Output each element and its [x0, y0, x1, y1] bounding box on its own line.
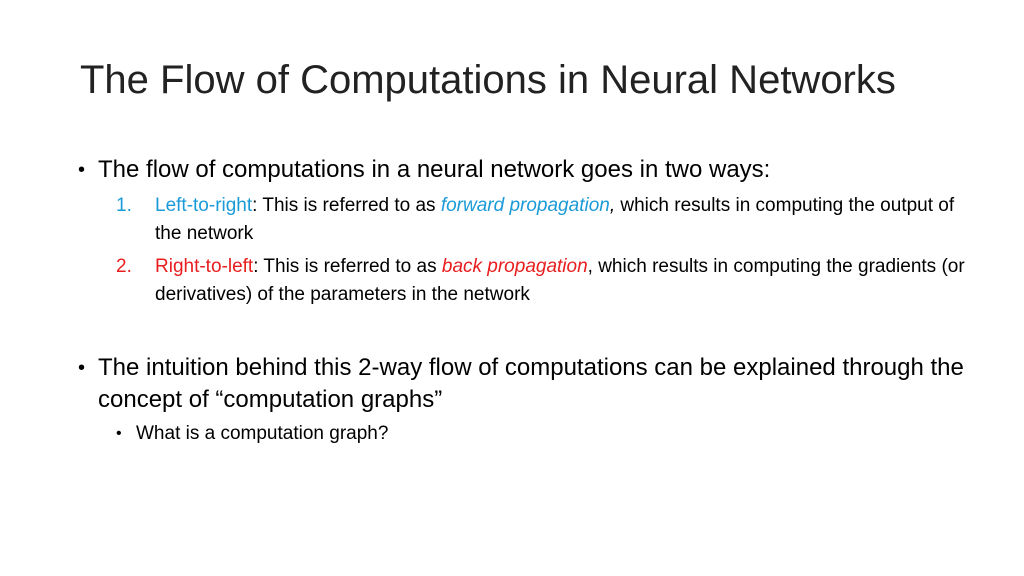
sub-bullet-dot: •	[116, 425, 122, 442]
numbered-list	[78, 192, 978, 309]
spacer	[78, 314, 978, 352]
bullet-intuition	[78, 352, 978, 416]
term-forward-propagation: forward propagation	[440, 195, 610, 216]
list-number-1: 1.	[116, 195, 132, 216]
list-item-forward	[78, 192, 978, 248]
list-item-backward	[78, 253, 978, 309]
slide-title: The Flow of Computations in Neural Networks	[80, 58, 896, 102]
bullet-intuition-text: The intuition behind this 2-way flow of computations can be explained through the concept of “computation graphs”	[98, 354, 964, 413]
bullet-dot: •	[78, 357, 86, 379]
term-back-propagation: back propagation	[441, 256, 588, 277]
term-left-to-right: Left-to-right	[155, 195, 253, 216]
item-rest: , which results in computing the gradients (or derivatives) of the parameters in the network	[155, 256, 965, 305]
bullet-flow	[78, 154, 978, 186]
item-sep: : This is referred to as	[253, 256, 442, 277]
item-after-highlight: ,	[609, 195, 616, 216]
bullet-flow-text: The flow of computations in a neural network goes in two ways:	[98, 156, 771, 183]
item-sep: : This is referred to as	[252, 195, 441, 216]
list-number-2: 2.	[116, 256, 132, 277]
sub-bullet-question	[78, 420, 978, 448]
term-right-to-left: Right-to-left	[155, 256, 254, 277]
slide-content	[78, 154, 978, 448]
sub-bullet-question-text: What is a computation graph?	[136, 423, 389, 444]
item-rest: which results in computing the output of the network	[155, 195, 955, 244]
bullet-dot: •	[78, 159, 86, 181]
